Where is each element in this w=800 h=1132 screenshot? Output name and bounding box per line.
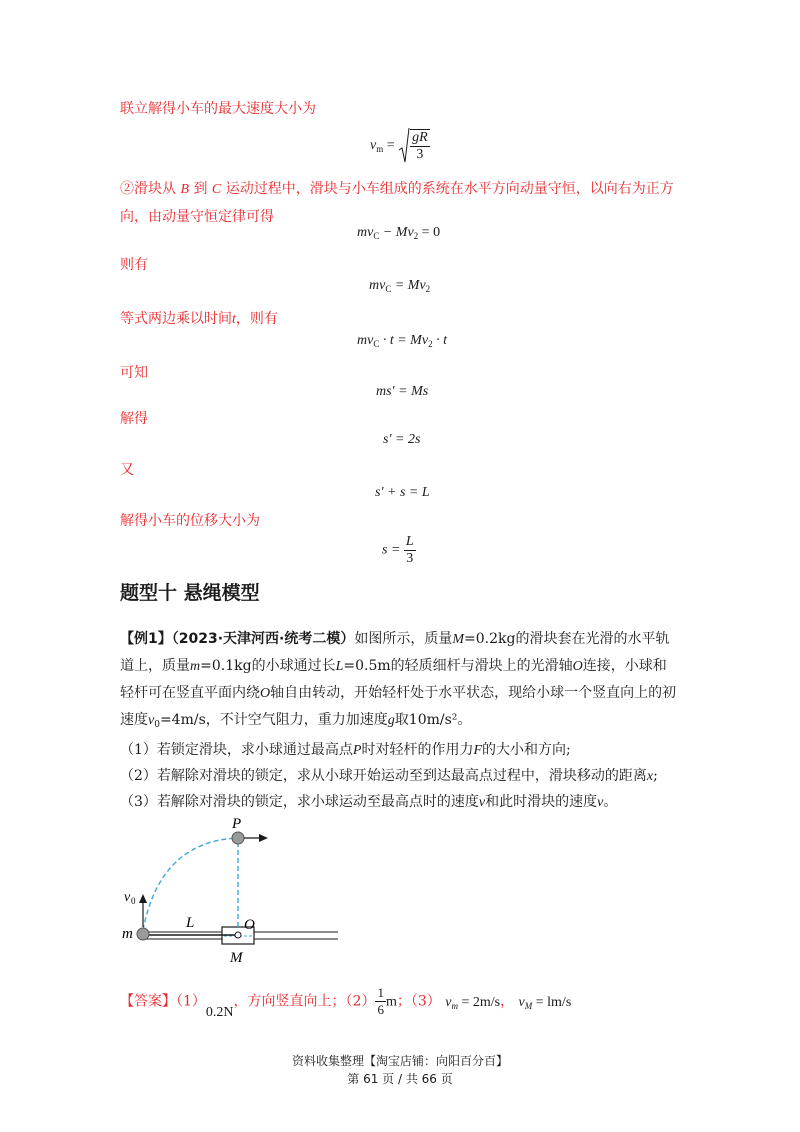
solution-line-3: 向，由动量守恒定律可得	[120, 209, 274, 225]
section-heading: 题型十 悬绳模型	[120, 582, 260, 604]
solution-line-9: 解得小车的位移大小为	[120, 513, 260, 529]
equation-momentum: $mv_C - Mv_2 = 0$	[357, 225, 441, 241]
velocity-arrow-icon	[259, 834, 268, 842]
answer-tag: 【答案】	[120, 993, 176, 1010]
physics-figure	[110, 812, 350, 972]
axis-o	[235, 932, 241, 938]
equation-vmax: $v_m$ = $\frac{gR}{3}$	[370, 126, 430, 166]
solution-line-5: 等式两边乘以时间t，则有	[120, 311, 278, 327]
equation-momentum-2: $mv_C = Mv_2$	[369, 278, 431, 294]
example-tag: 【例1】	[120, 631, 172, 647]
v0-arrow-icon	[139, 894, 147, 903]
ball-top	[232, 832, 244, 844]
label-O: O	[244, 917, 255, 933]
label-P: P	[232, 816, 242, 832]
solution-line-7: 解得	[120, 411, 148, 427]
sqrt-symbol: $\frac{gR}{3}$	[398, 126, 430, 166]
solution-line-6: 可知	[120, 365, 148, 381]
solution-line-1: 联立解得小车的最大速度大小为	[120, 101, 316, 117]
equation-s-result: s = $\frac{L}{3}$	[382, 534, 414, 566]
solution-line-8: 又	[120, 462, 134, 478]
footer-source: 资料收集整理【淘宝店铺：向阳百分百】	[291, 1054, 508, 1068]
label-v0-sub: 0	[131, 896, 136, 906]
equation-momentum-time: $mv_C \cdot t = Mv_2 \cdot t$	[357, 333, 447, 349]
question-3: （3）若解除对滑块的锁定，求小球运动至最高点时的速度v和此时滑块的速度v。	[120, 794, 618, 810]
answer-line: 【答案】（1）0.2N，方向竖直向上；（2） $\frac{1}{6}$ m；（3） $v_m = 2m/s$， $v_M = lm/s$	[120, 985, 572, 1020]
solution-line-4: 则有	[120, 257, 148, 273]
solution-line-2: ②滑块从 B 到 C 运动过程中，滑块与小车组成的系统在水平方向动量守恒，以向右为正方	[120, 181, 674, 197]
question-1: （1）若锁定滑块，求小球通过最高点P时对轻杆的作用力F的大小和方向;	[120, 742, 571, 758]
equation-sum: s′ + s = L	[375, 485, 430, 500]
ball-start	[137, 928, 149, 940]
label-v0: v	[124, 890, 131, 905]
answer-1-value: 0.2N	[205, 1004, 234, 1020]
example-problem: 【例1】（2023·天津河西·统考二模）如图所示，质量M=0.2kg的滑块套在光滑的水平轨道上，质量m=0.1kg的小球通过长L=0.5m的轻质细杆与滑块上的光滑轴O连接，小球和轻杆可在竖直平面内绕O轴自由转动，开始轻杆处于水平状态，现给小球一个竖直向上的初速度$v_0=4m/s$，不计空气阻力，重力加速度g取10m/s²。	[120, 631, 677, 730]
label-M: M	[230, 950, 243, 966]
label-L: L	[186, 915, 195, 931]
footer-page-number: 第 61 页 / 共 66 页	[347, 1072, 453, 1086]
example-source: （2023·天津河西·统考二模）	[171, 631, 355, 647]
equation-displacement: ms′ = Ms	[376, 384, 429, 399]
question-2: （2）若解除对滑块的锁定，求从小球开始运动至到达最高点过程中，滑块移动的距离x;	[120, 768, 658, 784]
label-m: m	[122, 926, 133, 942]
equation-s-prime: s′ = 2s	[383, 432, 421, 447]
